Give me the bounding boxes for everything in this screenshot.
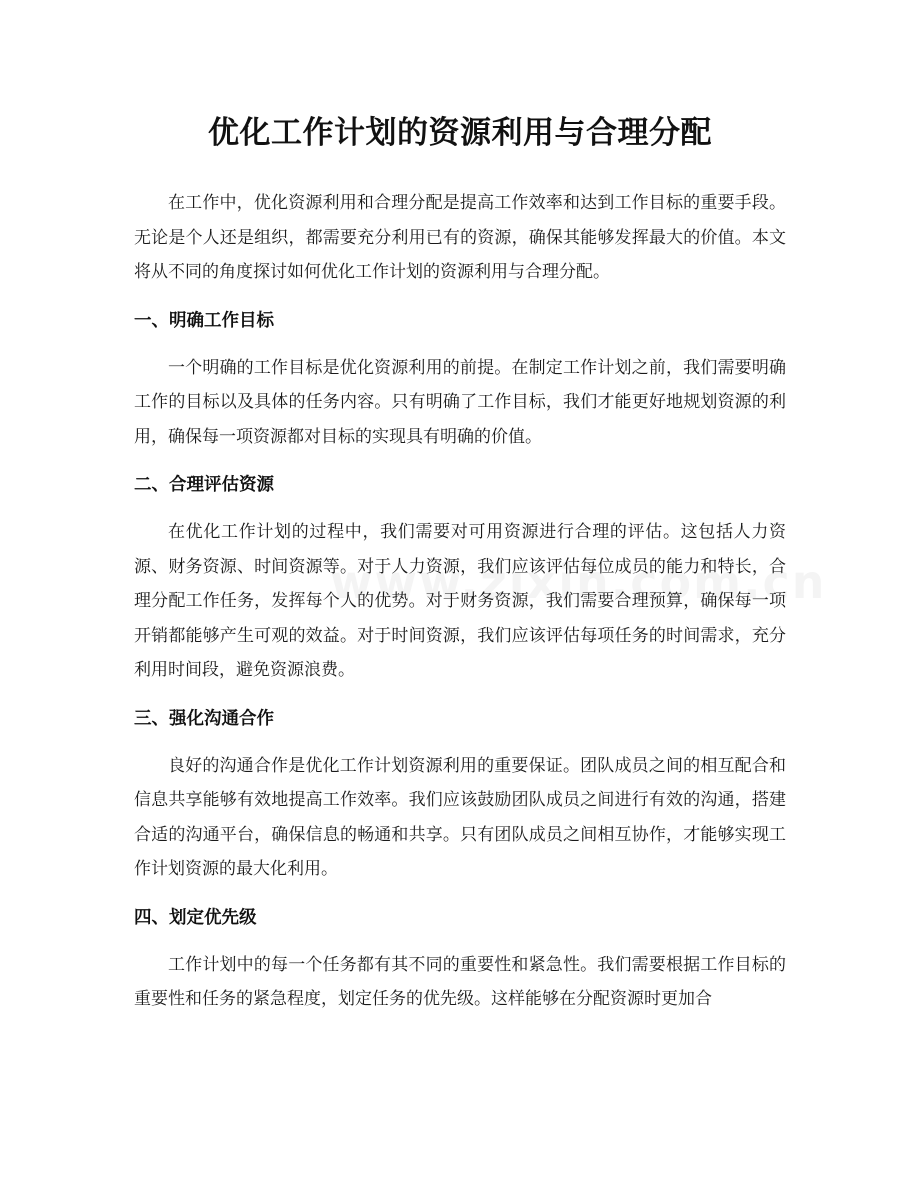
spacer	[134, 887, 786, 901]
section-heading-2: 二、合理评估资源	[134, 475, 274, 495]
intro-paragraph: 在工作中，优化资源利用和合理分配是提高工作效率和达到工作目标的重要手段。无论是个人还是组织，都需要充分利用已有的资源，确保其能够发挥最大的价值。本文将从不同的角度探讨如何优化工作计划的资源利用与合理分配。	[134, 193, 786, 282]
spacer	[134, 454, 786, 468]
section-heading-1: 一、明确工作目标	[134, 310, 274, 331]
section-heading-4: 四、划定优先级	[134, 907, 257, 928]
section-body-1: 一个明确的工作目标是优化资源利用的前提。在制定工作计划之前，我们需要明确工作的目标以及具体的任务内容。只有明确了工作目标，我们才能更好地规划资源的利用，确保每一项资源都对目标的实现具有明确的价值。	[134, 357, 786, 447]
section-heading-3: 三、强化沟通合作	[134, 708, 274, 729]
section-body-4: 工作计划中的每一个任务都有其不同的重要性和紧急性。我们需要根据工作目标的重要性和任务的紧急程度，划定任务的优先级。这样能够在分配资源时更加合	[134, 954, 786, 1009]
spacer	[134, 502, 786, 515]
page-title: 优化工作计划的资源利用与合理分配	[208, 115, 712, 151]
spacer	[134, 688, 786, 702]
spacer	[134, 736, 786, 749]
spacer	[134, 290, 786, 304]
title-spacer	[134, 158, 786, 186]
spacer	[134, 338, 786, 351]
section-body-2: 在优化工作计划的过程中，我们需要对可用资源进行合理的评估。这包括人力资源、财务资源、时间资源等。对于人力资源，我们应该评估每位成员的能力和特长，合理分配工作任务，发挥每个人的优势。对于财务资源，我们需要合理预算，确保每一项开销都能够产生可观的效益。对于时间资源，我们应该评估每项任务的时间需求，充分利用时间段，避免资源浪费。	[134, 522, 786, 680]
spacer	[134, 935, 786, 948]
section-body-3: 良好的沟通合作是优化工作计划资源利用的重要保证。团队成员之间的相互配合和信息共享能够有效地提高工作效率。我们应该鼓励团队成员之间进行有效的沟通，搭建合适的沟通平台，确保信息的畅通和共享。只有团队成员之间相互协作，才能够实现工作计划资源的最大化利用。	[134, 755, 786, 879]
